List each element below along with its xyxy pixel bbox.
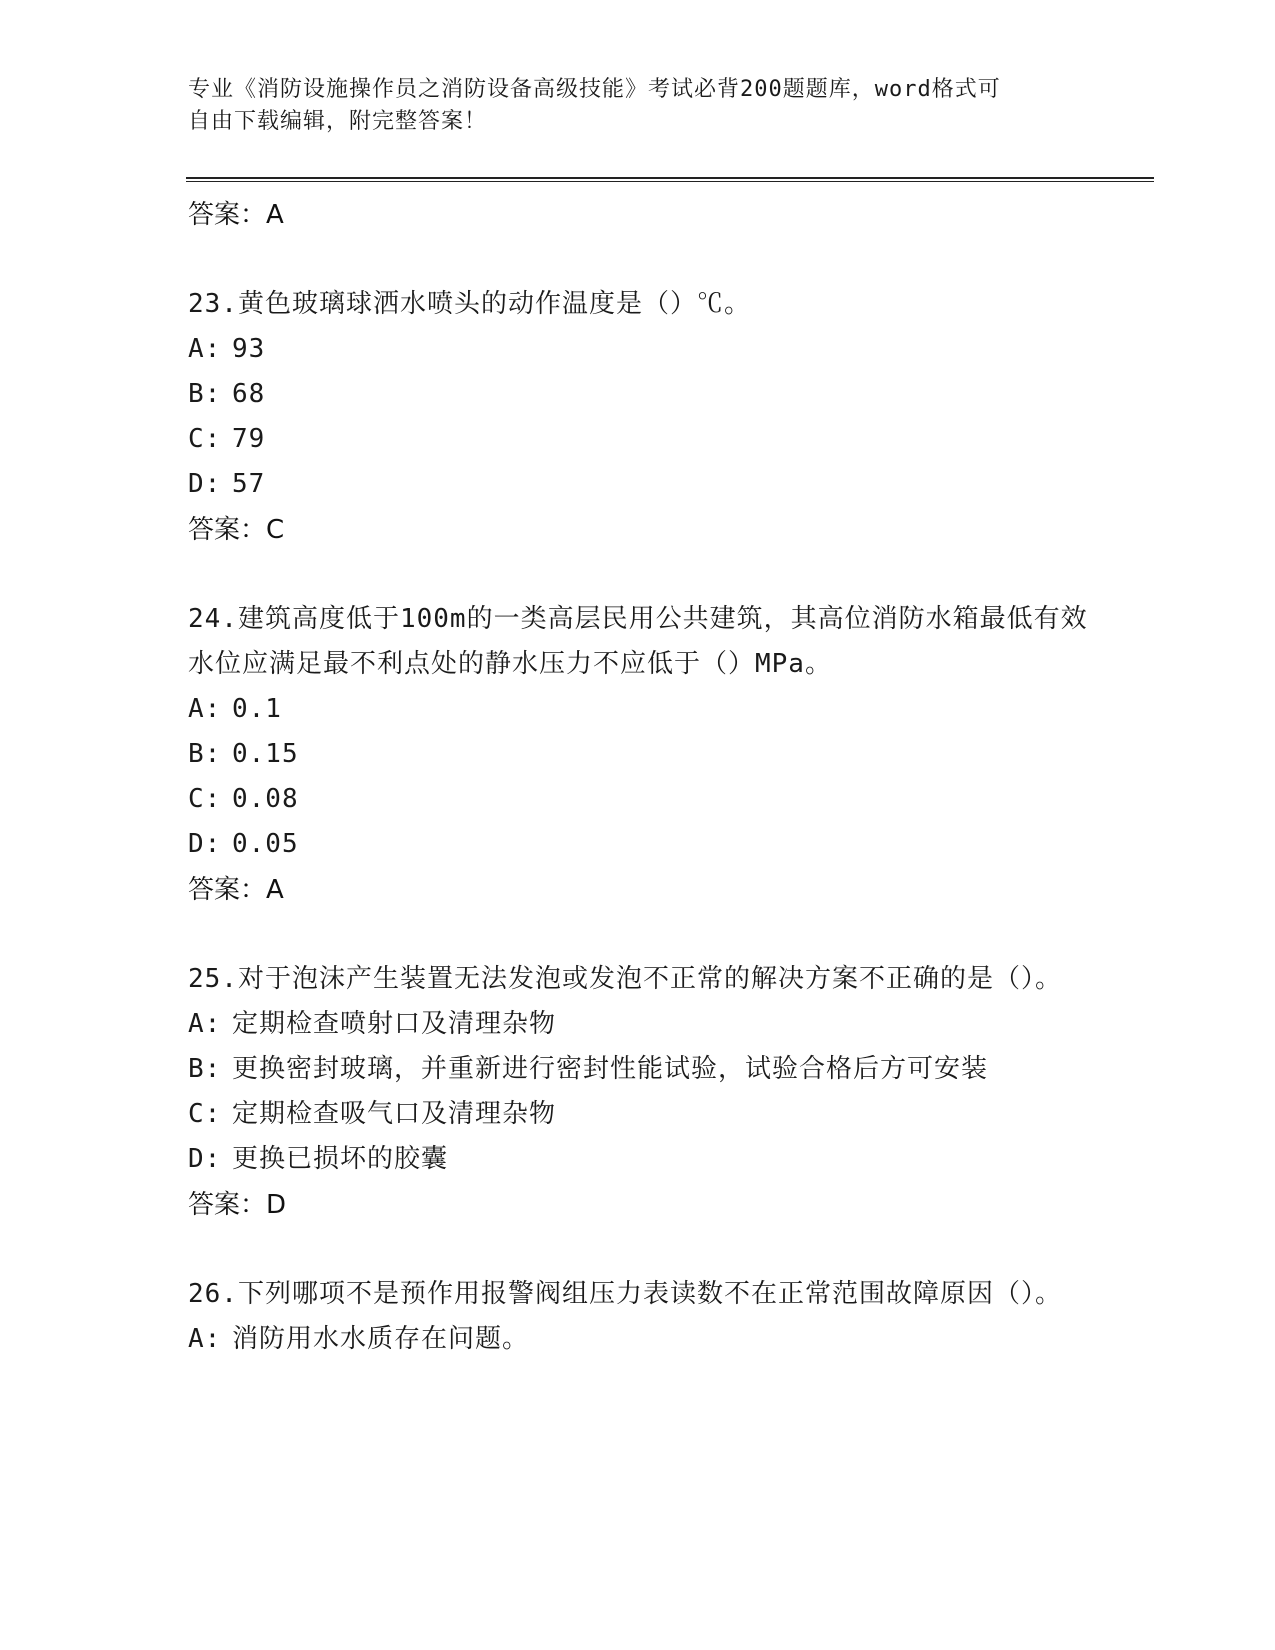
option-letter: C:	[188, 424, 222, 454]
option-a	[188, 327, 1088, 372]
option-text: 93	[232, 334, 266, 364]
option-text: 更换已损坏的胶囊	[232, 1144, 449, 1174]
option-a	[188, 687, 1088, 732]
option-c	[188, 417, 1088, 462]
question-text: 25.对于泡沫产生装置无法发泡或发泡不正常的解决方案不正确的是（）。	[188, 964, 1062, 994]
answer-line: 答案：D	[188, 1190, 287, 1220]
answer-line: 答案：C	[188, 515, 285, 545]
option-letter: B:	[188, 739, 222, 769]
answer-line: 答案：A	[188, 875, 284, 905]
option-text: 0.08	[232, 784, 299, 814]
question-text: 24.建筑高度低于100m的一类高层民用公共建筑，其高位消防水箱最低有效水位应满足最不利点处的静水压力不应低于（）MPa。	[188, 604, 1088, 679]
option-letter: C:	[188, 1099, 222, 1129]
option-text: 定期检查吸气口及清理杂物	[232, 1099, 557, 1129]
question-block	[188, 957, 1088, 1228]
question-text: 26.下列哪项不是预作用报警阀组压力表读数不在正常范围故障原因（）。	[188, 1279, 1062, 1309]
option-letter: D:	[188, 469, 222, 499]
option-text: 68	[232, 379, 266, 409]
option-d	[188, 1137, 1088, 1182]
header-line-1: 专业《消防设施操作员之消防设备高级技能》考试必背200题题库，word格式可	[188, 77, 1001, 102]
option-letter: A:	[188, 1009, 222, 1039]
option-letter: C:	[188, 784, 222, 814]
option-b	[188, 732, 1088, 777]
option-c	[188, 777, 1088, 822]
option-letter: D:	[188, 1144, 222, 1174]
option-letter: B:	[188, 1054, 222, 1084]
option-a	[188, 1002, 1088, 1047]
option-text: 57	[232, 469, 266, 499]
option-b	[188, 372, 1088, 417]
option-letter: A:	[188, 334, 222, 364]
option-letter: B:	[188, 379, 222, 409]
previous-answer: 答案：A	[188, 200, 284, 230]
option-d	[188, 462, 1088, 507]
option-letter: D:	[188, 829, 222, 859]
option-text: 0.1	[232, 694, 282, 724]
option-text: 79	[232, 424, 266, 454]
option-text: 更换密封玻璃，并重新进行密封性能试验，试验合格后方可安装	[232, 1054, 989, 1084]
header-divider	[186, 177, 1154, 182]
option-letter: A:	[188, 1324, 222, 1354]
question-list	[188, 192, 1088, 1362]
question-block	[188, 1272, 1088, 1362]
option-text: 0.15	[232, 739, 299, 769]
option-b	[188, 1047, 1088, 1092]
page-header	[188, 74, 1088, 138]
option-c	[188, 1092, 1088, 1137]
question-block	[188, 597, 1088, 913]
option-text: 消防用水水质存在问题。	[232, 1324, 530, 1354]
option-d	[188, 822, 1088, 867]
question-block	[188, 282, 1088, 553]
option-a	[188, 1317, 1088, 1362]
option-letter: A:	[188, 694, 222, 724]
header-line-2: 自由下载编辑，附完整答案！	[188, 109, 488, 134]
question-text: 23.黄色玻璃球洒水喷头的动作温度是（）℃。	[188, 289, 751, 319]
option-text: 0.05	[232, 829, 299, 859]
option-text: 定期检查喷射口及清理杂物	[232, 1009, 557, 1039]
